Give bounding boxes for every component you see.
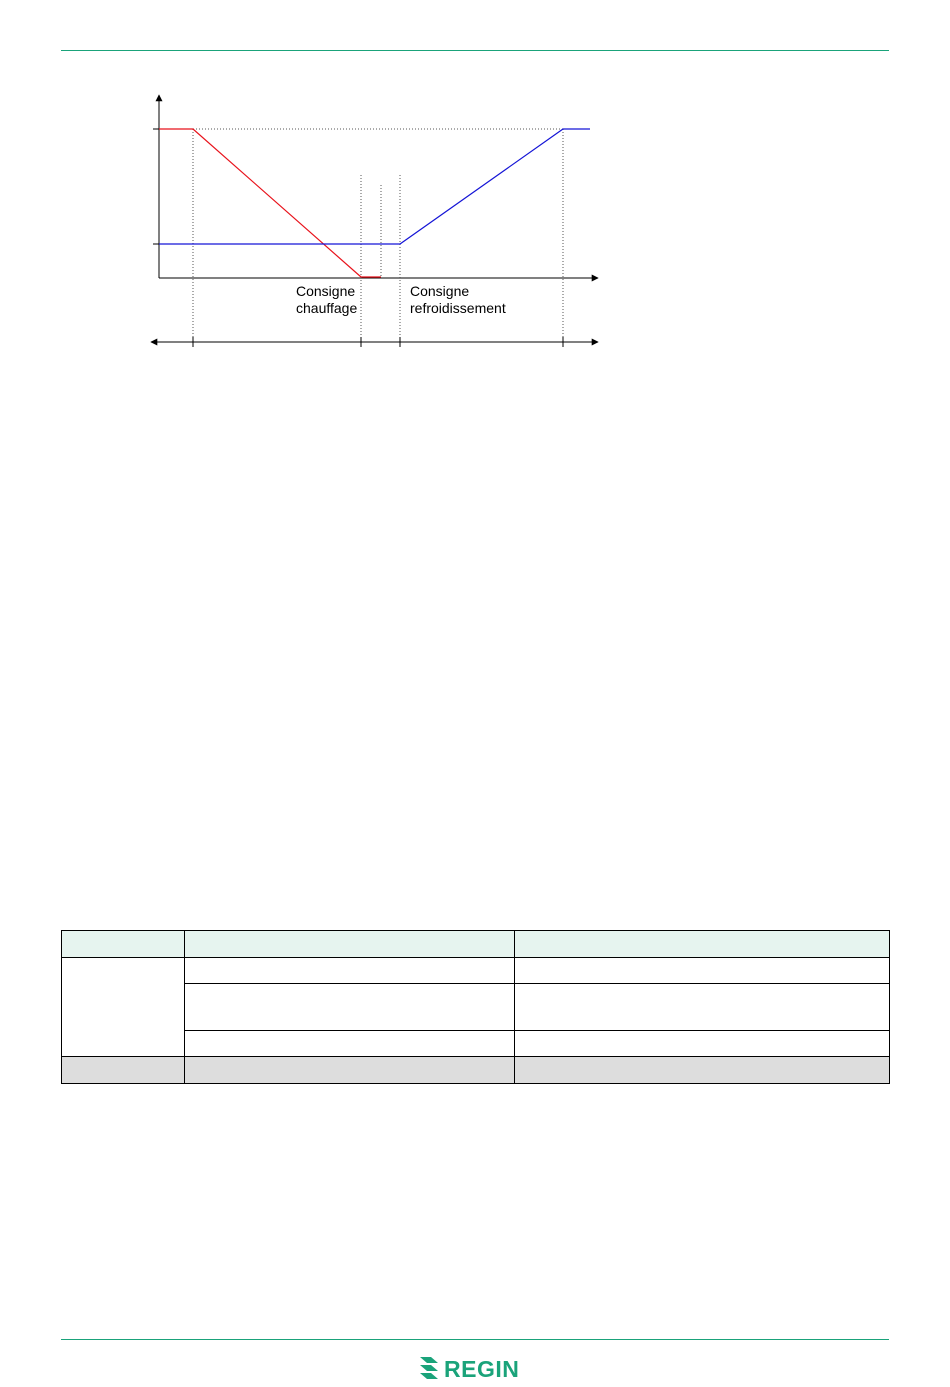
table-cell [184,1057,515,1084]
heating-curve [159,129,381,277]
heating-setpoint-label [296,283,357,317]
cooling-curve [159,129,590,244]
table-row [62,958,890,984]
table-cell [515,1057,890,1084]
table-row [62,1031,890,1057]
setpoint-diagram [0,0,950,400]
regin-logo-text: REGIN [444,1355,520,1382]
table-header-cell [62,931,185,958]
table-header-row [62,931,890,958]
heating-setpoint-label-line-2: chauffage [296,300,358,316]
regin-logo [418,1355,519,1383]
table-cell [515,1031,890,1057]
footer-rule [61,1339,889,1340]
table-cell [62,958,185,1057]
table-cell [515,958,890,984]
table-header-cell [184,931,515,958]
table-cell [184,984,515,1031]
regin-logo-icon [418,1355,440,1383]
cooling-setpoint-label-line-1: Consigne [410,283,470,299]
table-cell [62,1057,185,1084]
table-cell [184,1031,515,1057]
table-row [62,984,890,1031]
cooling-setpoint-label-line-2: refroidissement [410,300,506,316]
table-row [62,1057,890,1084]
table-cell [515,984,890,1031]
table-cell [184,958,515,984]
parameter-table [61,930,890,1084]
heating-setpoint-label-line-1: Consigne [296,283,356,299]
cooling-setpoint-label [410,283,506,317]
table-header-cell [515,931,890,958]
